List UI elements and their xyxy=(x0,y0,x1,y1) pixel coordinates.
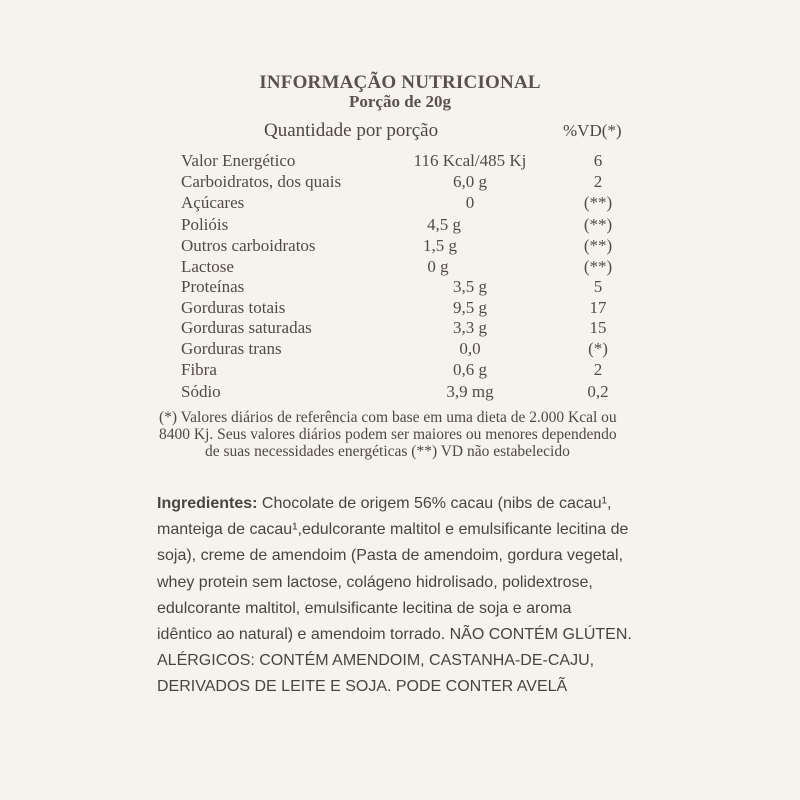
footnote-line: de suas necessidades energéticas (**) VD não estabelecido xyxy=(205,443,570,460)
ingredients-section xyxy=(157,491,657,701)
nutrition-row xyxy=(0,193,800,214)
nutrient-amount: 4,5 g xyxy=(427,215,461,234)
ingredients-line: soja), creme de amendoim (Pasta de amendoim, gordura vegetal, xyxy=(157,547,624,565)
nutrient-name: Polióis xyxy=(181,215,229,234)
quantity-header: Quantidade por porção xyxy=(264,120,439,141)
allergens-line: DERIVADOS DE LEITE E SOJA. PODE CONTER AVELÃ xyxy=(157,678,568,696)
nutrition-row xyxy=(0,382,800,403)
ingredients-line xyxy=(157,491,657,517)
ingredients-line: idêntico ao natural) e amendoim torrado. NÃO CONTÉM GLÚTEN. xyxy=(157,626,632,644)
footnote-line: (*) Valores diários de referência com base em uma dieta de 2.000 Kcal ou xyxy=(159,409,617,426)
nutrition-row xyxy=(0,277,800,298)
nutrient-daily-value: (**) xyxy=(583,236,613,255)
ingredients-label: Ingredientes: xyxy=(157,495,258,512)
nutrition-footnote xyxy=(159,409,659,460)
nutrient-amount: 0 g xyxy=(427,257,449,276)
ingredients-text: Chocolate de origem 56% cacau (nibs de cacau¹, xyxy=(257,495,612,512)
footnote-line: 8400 Kj. Seus valores diários podem ser maiores ou menores dependendo xyxy=(159,426,617,443)
nutrition-row xyxy=(0,172,800,193)
nutrient-daily-value: (*) xyxy=(588,339,608,358)
nutrient-amount: 116 Kcal/485 Kj xyxy=(413,151,527,170)
nutrient-name: Gorduras saturadas xyxy=(181,318,312,337)
nutrient-name: Açúcares xyxy=(181,193,245,212)
nutrient-daily-value: (**) xyxy=(583,215,613,234)
nutrient-amount: 6,0 g xyxy=(453,172,487,191)
daily-value-header: %VD(*) xyxy=(563,121,622,140)
nutrient-name: Lactose xyxy=(181,257,234,276)
nutrition-row xyxy=(0,360,800,381)
nutrient-daily-value: (**) xyxy=(583,193,613,212)
nutrient-amount: 9,5 g xyxy=(453,298,487,317)
nutrient-daily-value: 2 xyxy=(593,360,603,379)
nutrient-daily-value: 5 xyxy=(593,277,603,296)
nutrition-row xyxy=(0,257,800,278)
nutrition-row xyxy=(0,339,800,360)
nutrient-name: Fibra xyxy=(181,360,217,379)
allergens-line: ALÉRGICOS: CONTÉM AMENDOIM, CASTANHA-DE-CAJU, xyxy=(157,652,595,670)
nutrition-title: INFORMAÇÃO NUTRICIONAL xyxy=(259,72,541,93)
nutrition-row xyxy=(0,215,800,236)
nutrient-daily-value: 17 xyxy=(589,298,607,317)
nutrient-name: Outros carboidratos xyxy=(181,236,316,255)
nutrition-row xyxy=(0,318,800,339)
nutrient-amount: 3,9 mg xyxy=(446,382,494,401)
nutrient-amount: 0,6 g xyxy=(453,360,487,379)
nutrient-amount: 0,0 xyxy=(459,339,481,358)
nutrient-amount: 3,5 g xyxy=(453,277,487,296)
nutrient-name: Carboidratos, dos quais xyxy=(181,172,342,191)
ingredients-line: edulcorante maltitol, emulsificante lecitina de soja e aroma xyxy=(157,599,572,617)
nutrient-daily-value: (**) xyxy=(583,257,613,276)
portion-size: Porção de 20g xyxy=(349,92,451,111)
nutrient-name: Proteínas xyxy=(181,277,245,296)
nutrition-row xyxy=(0,151,800,172)
nutrition-row xyxy=(0,298,800,319)
nutrition-row xyxy=(0,236,800,257)
nutrient-amount: 3,3 g xyxy=(453,318,487,337)
ingredients-line: manteiga de cacau¹,edulcorante maltitol e emulsificante lecitina de xyxy=(157,521,629,539)
nutrient-name: Valor Energético xyxy=(181,151,296,170)
nutrient-daily-value: 6 xyxy=(593,151,603,170)
nutrient-name: Gorduras trans xyxy=(181,339,282,358)
nutrient-daily-value: 2 xyxy=(593,172,603,191)
nutrient-name: Gorduras totais xyxy=(181,298,286,317)
nutrient-amount: 0 xyxy=(465,193,475,212)
nutrient-name: Sódio xyxy=(181,382,221,401)
nutrient-daily-value: 15 xyxy=(589,318,607,337)
ingredients-line: whey protein sem lactose, colágeno hidrolisado, polidextrose, xyxy=(157,573,593,591)
nutrient-amount: 1,5 g xyxy=(423,236,457,255)
nutrient-daily-value: 0,2 xyxy=(587,382,609,401)
